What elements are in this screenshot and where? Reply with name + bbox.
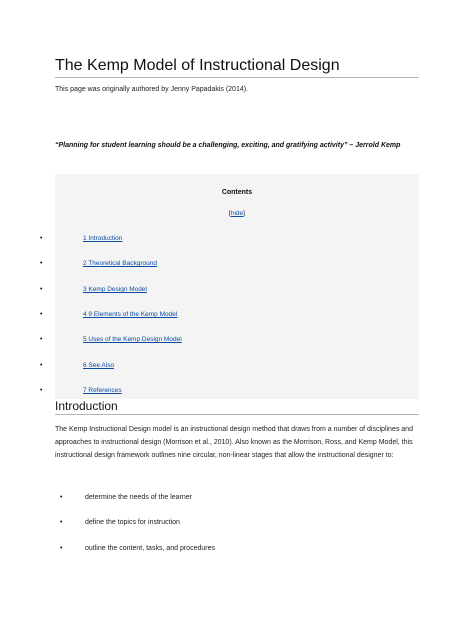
toc-hide-close-bracket: ] <box>243 210 245 217</box>
list-item-text: determine the needs of the learner <box>85 494 193 501</box>
page-title: The Kemp Model of Instructional Design <box>55 57 419 78</box>
author-byline: This page was originally authored by Jenny Papadakis (2014). <box>55 86 249 93</box>
toc-item <box>40 311 474 323</box>
toc-link-uses[interactable]: 5 Uses of the Kemp Design Model <box>83 336 182 343</box>
toc-item <box>40 286 474 298</box>
bullet-icon: • <box>60 494 63 501</box>
list-item <box>55 494 415 506</box>
toc-link-references[interactable]: 7 References <box>83 387 122 394</box>
list-item <box>55 519 415 531</box>
bullet-icon: • <box>40 311 43 318</box>
bullet-icon: • <box>40 286 43 293</box>
toc-item <box>40 260 474 272</box>
list-item <box>55 545 415 557</box>
bullet-icon: • <box>40 235 43 242</box>
bullet-icon: • <box>60 519 63 526</box>
epigraph-quote: “Planning for student learning should be a challenging, exciting, and gratifying activity” – Jerrold Kemp <box>55 142 401 149</box>
introduction-paragraph: The Kemp Instructional Design model is an instructional design method that draws from a number of disciplines and approaches to instructional design (Morrison et al., 2010). Also known as the Morrison, Ross, and Kemp Model, this instructional design framework outlines nine circular, non-linear stages that allow the instructional designer to: <box>55 426 413 459</box>
bullet-icon: • <box>40 387 43 394</box>
section-heading-introduction: Introduction <box>55 399 419 415</box>
toc-title: Contents <box>221 189 253 196</box>
bullet-icon: • <box>40 336 43 343</box>
toc-link-nine-elements[interactable]: 4 9 Elements of the Kemp Model <box>83 311 178 318</box>
toc-link-see-also[interactable]: 6 See Also <box>83 362 115 369</box>
toc-item <box>40 336 474 348</box>
table-of-contents <box>40 174 419 399</box>
toc-item <box>40 387 474 399</box>
toc-link-theoretical-background[interactable]: 2 Theoretical Background <box>83 260 157 267</box>
toc-item <box>40 362 474 374</box>
toc-hide-toggle <box>55 210 419 217</box>
list-item-text: outline the content, tasks, and procedures <box>85 545 215 552</box>
toc-link-introduction[interactable]: 1 Introduction <box>83 235 123 242</box>
bullet-icon: • <box>60 545 63 552</box>
bullet-icon: • <box>40 260 43 267</box>
toc-item <box>40 235 474 247</box>
toc-hide-link[interactable]: hide <box>230 210 244 217</box>
toc-hide-open-bracket: [ <box>229 210 231 217</box>
list-item-text: define the topics for instruction <box>85 519 180 526</box>
bullet-icon: • <box>40 362 43 369</box>
toc-link-kemp-design-model[interactable]: 3 Kemp Design Model <box>83 286 147 293</box>
